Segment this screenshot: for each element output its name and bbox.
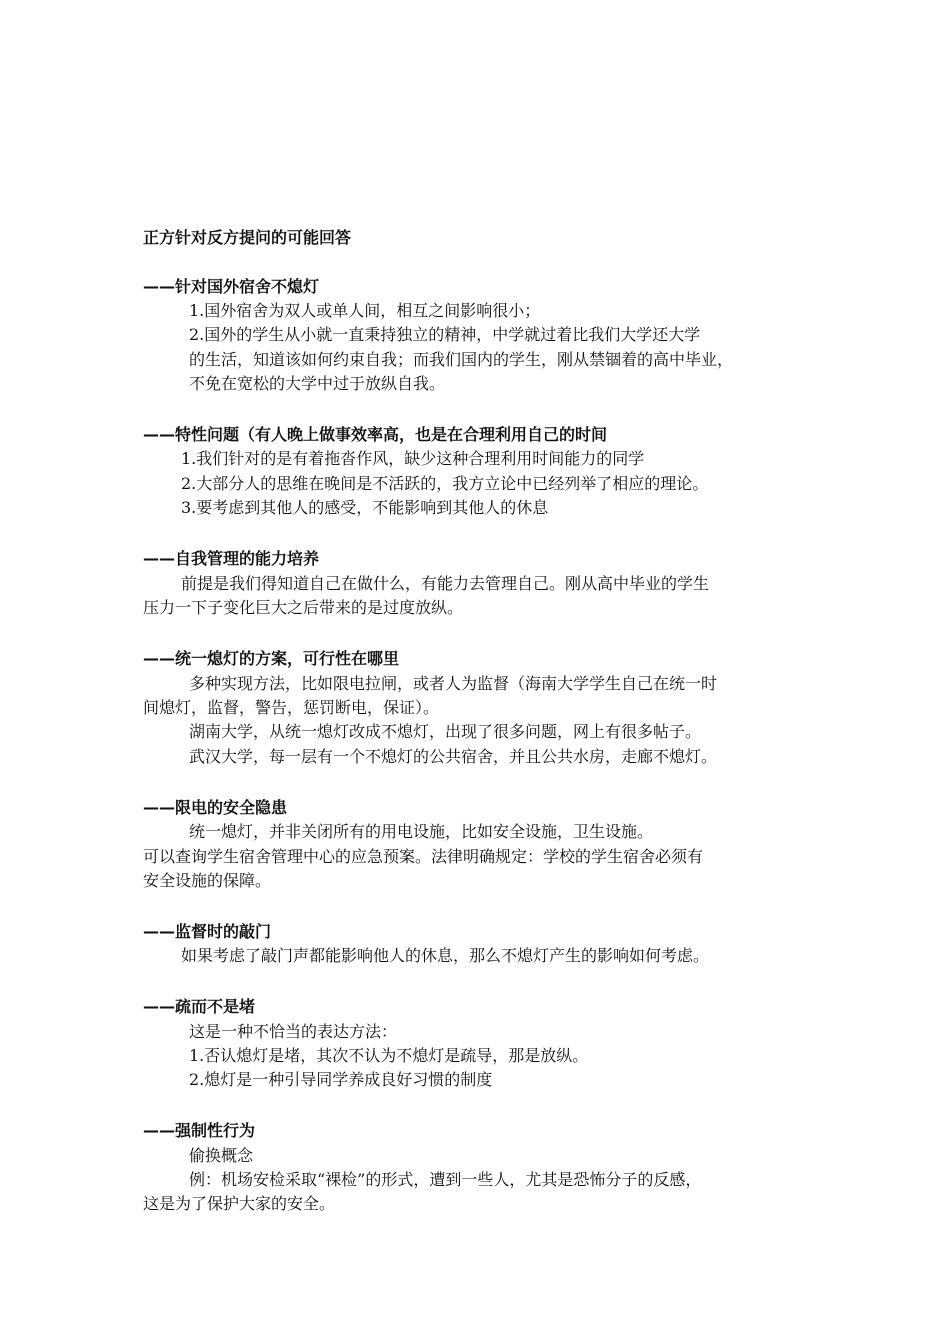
section-heading: ——监督时的敲门 xyxy=(143,922,272,941)
paragraph-line: 安全设施的保障。 xyxy=(143,871,272,890)
section-heading: ——限电的安全隐患 xyxy=(143,798,288,817)
paragraph-line: 湖南大学，从统一熄灯改成不熄灯，出现了很多问题，网上有很多帖子。 xyxy=(189,722,702,741)
paragraph-line: 多种实现方法，比如限电拉闸，或者人为监督（海南大学学生自己在统一时 xyxy=(189,674,718,693)
section-heading: ——统一熄灯的方案，可行性在哪里 xyxy=(143,649,400,668)
paragraph-line: 2.国外的学生从小就一直秉持独立的精神，中学就过着比我们大学还大学 xyxy=(189,325,701,344)
paragraph-line: 2.熄灯是一种引导同学养成良好习惯的制度 xyxy=(189,1070,493,1089)
paragraph-line: 统一熄灯，并非关闭所有的用电设施，比如安全设施，卫生设施。 xyxy=(189,822,654,841)
paragraph-line: 间熄灯，监督，警告，惩罚断电，保证）。 xyxy=(143,698,440,717)
paragraph-line: 前提是我们得知道自己在做什么，有能力去管理自己。刚从高中毕业的学生 xyxy=(181,574,710,593)
section-heading: ——强制性行为 xyxy=(143,1121,256,1140)
paragraph-line: 这是一种不恰当的表达方法： xyxy=(189,1022,398,1041)
section-heading: ——针对国外宿舍不熄灯 xyxy=(143,277,320,296)
paragraph-line: 1.否认熄灯是堵，其次不认为不熄灯是疏导，那是放纵。 xyxy=(189,1046,589,1065)
paragraph-line: 偷换概念 xyxy=(189,1146,254,1165)
paragraph-line: 武汉大学，每一层有一个不熄灯的公共宿舍，并且公共水房，走廊不熄灯。 xyxy=(189,747,718,766)
paragraph-line: 1.我们针对的是有着拖沓作风，缺少这种合理利用时间能力的同学 xyxy=(181,449,645,468)
paragraph-line: 1.国外宿舍为双人或单人间，相互之间影响很小； xyxy=(189,301,541,320)
document-title: 正方针对反方提问的可能回答 xyxy=(143,228,352,247)
paragraph-line: 压力一下子变化巨大之后带来的是过度放纵。 xyxy=(143,598,464,617)
section-heading: ——自我管理的能力培养 xyxy=(143,549,320,568)
section-heading: ——疏而不是堵 xyxy=(143,997,256,1016)
paragraph-line: 如果考虑了敲门声都能影响他人的休息，那么不熄灯产生的影响如何考虑。 xyxy=(181,946,710,965)
section-heading: ——特性问题（有人晚上做事效率高，也是在合理利用自己的时间 xyxy=(143,425,608,444)
paragraph-line: 2.大部分人的思维在晚间是不活跃的，我方立论中已经列举了相应的理论。 xyxy=(181,474,709,493)
paragraph-line: 例：机场安检采取“裸检”的形式，遭到一些人，尤其是恐怖分子的反感， xyxy=(189,1170,702,1189)
paragraph-line: 3.要考虑到其他人的感受，不能影响到其他人的休息 xyxy=(181,498,549,517)
paragraph-line: 可以查询学生宿舍管理中心的应急预案。法律明确规定：学校的学生宿舍必须有 xyxy=(143,847,704,866)
paragraph-line: 这是为了保护大家的安全。 xyxy=(143,1194,336,1213)
paragraph-line: 不免在宽松的大学中过于放纵自我。 xyxy=(189,374,446,393)
paragraph-line: 的生活，知道该如何约束自我；而我们国内的学生，刚从禁锢着的高中毕业， xyxy=(189,350,734,369)
